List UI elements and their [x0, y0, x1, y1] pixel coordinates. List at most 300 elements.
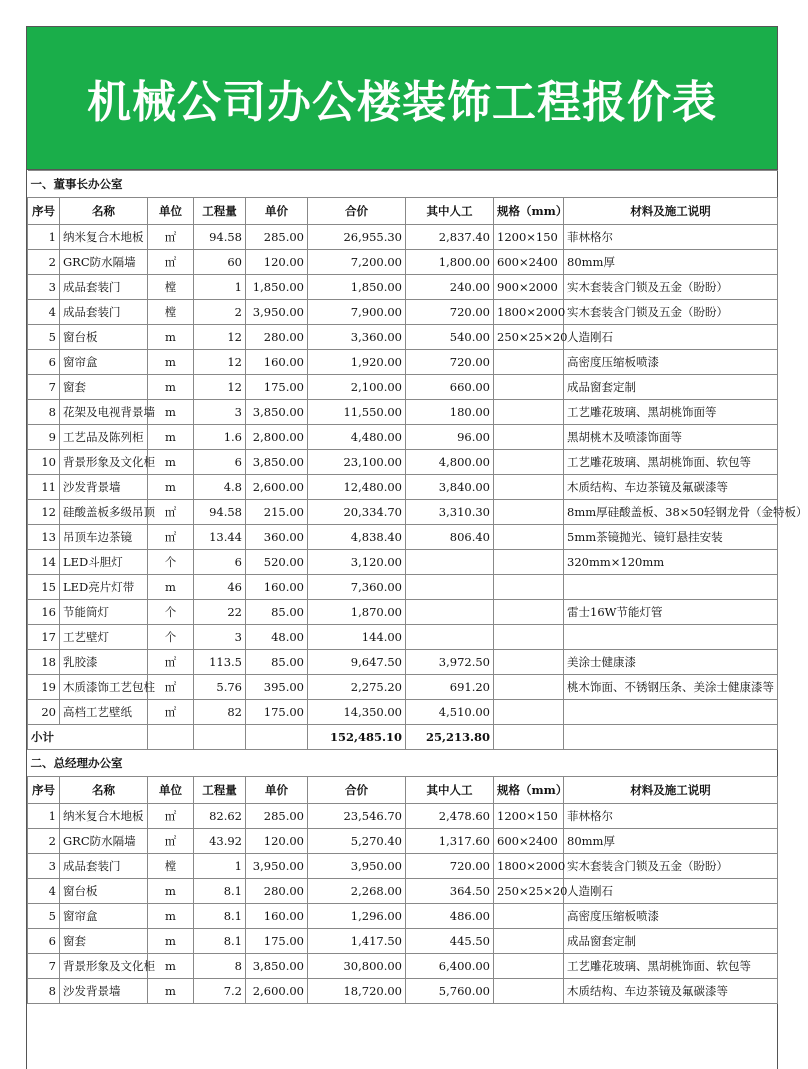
cell-spec: 600×2400 — [494, 250, 564, 275]
cell-note: 320mm×120mm — [564, 550, 778, 575]
cell-unit: ㎡ — [148, 829, 194, 854]
cell-note: 美涂士健康漆 — [564, 650, 778, 675]
table-row — [28, 979, 778, 1004]
cell-labor: 540.00 — [406, 325, 494, 350]
cell-no: 20 — [28, 700, 60, 725]
column-header: 单位 — [148, 198, 194, 225]
cell-no: 5 — [28, 904, 60, 929]
table-row — [28, 250, 778, 275]
cell-spec — [494, 600, 564, 625]
table-row — [28, 829, 778, 854]
cell-note: 8mm厚硅酸盖板、38×50轻钢龙骨（金特板） — [564, 500, 778, 525]
cell-labor — [406, 550, 494, 575]
cell-qty: 8 — [194, 954, 246, 979]
cell-unit: ㎡ — [148, 804, 194, 829]
cell-unit: m — [148, 425, 194, 450]
cell-total: 144.00 — [308, 625, 406, 650]
cell-name: GRC防水隔墙 — [60, 829, 148, 854]
table-row — [28, 325, 778, 350]
cell-price: 3,850.00 — [246, 400, 308, 425]
cell-qty: 1.6 — [194, 425, 246, 450]
cell-name: LED亮片灯带 — [60, 575, 148, 600]
page-title: 机械公司办公楼装饰工程报价表 — [87, 77, 717, 128]
cell-price: 160.00 — [246, 350, 308, 375]
cell-total: 1,870.00 — [308, 600, 406, 625]
cell-spec — [494, 525, 564, 550]
cell-name: 窗套 — [60, 929, 148, 954]
column-header: 序号 — [28, 198, 60, 225]
cell-total: 1,296.00 — [308, 904, 406, 929]
cell-labor: 4,510.00 — [406, 700, 494, 725]
cell-no: 5 — [28, 325, 60, 350]
cell-name: 窗套 — [60, 375, 148, 400]
section-heading — [28, 750, 778, 777]
table-row — [28, 500, 778, 525]
cell-labor: 3,310.30 — [406, 500, 494, 525]
cell-note: 菲林格尔 — [564, 804, 778, 829]
cell-unit: 个 — [148, 600, 194, 625]
column-header: 材料及施工说明 — [564, 777, 778, 804]
table-row — [28, 600, 778, 625]
cell-name: 成品套装门 — [60, 854, 148, 879]
column-header: 材料及施工说明 — [564, 198, 778, 225]
cell-spec — [494, 650, 564, 675]
cell-qty: 43.92 — [194, 829, 246, 854]
cell-name: 沙发背景墙 — [60, 475, 148, 500]
cell-price: 175.00 — [246, 929, 308, 954]
cell-no: 12 — [28, 500, 60, 525]
cell-price: 1,850.00 — [246, 275, 308, 300]
cell-labor: 486.00 — [406, 904, 494, 929]
column-header: 其中人工 — [406, 777, 494, 804]
section-heading — [28, 171, 778, 198]
cell-labor: 720.00 — [406, 350, 494, 375]
cell-no: 16 — [28, 600, 60, 625]
cell-note: 黑胡桃木及喷漆饰面等 — [564, 425, 778, 450]
cell-qty: 82.62 — [194, 804, 246, 829]
cell-no: 1 — [28, 804, 60, 829]
cell-price: 280.00 — [246, 879, 308, 904]
subtotal-empty — [564, 725, 778, 750]
cell-name: 工艺品及陈列柜 — [60, 425, 148, 450]
cell-qty: 4.8 — [194, 475, 246, 500]
table-row — [28, 650, 778, 675]
cell-unit: ㎡ — [148, 225, 194, 250]
cell-price: 215.00 — [246, 500, 308, 525]
cell-price: 520.00 — [246, 550, 308, 575]
cell-name: 纳米复合木地板 — [60, 225, 148, 250]
subtotal-empty — [148, 725, 194, 750]
cell-name: 工艺壁灯 — [60, 625, 148, 650]
table-row — [28, 575, 778, 600]
cell-note: 人造刚石 — [564, 325, 778, 350]
cell-no: 3 — [28, 275, 60, 300]
cell-spec — [494, 550, 564, 575]
cell-total: 2,100.00 — [308, 375, 406, 400]
cell-labor: 3,840.00 — [406, 475, 494, 500]
cell-note: 实木套装含门锁及五金（盼盼） — [564, 275, 778, 300]
cell-spec — [494, 500, 564, 525]
cell-note — [564, 625, 778, 650]
cell-total: 1,850.00 — [308, 275, 406, 300]
cell-name: LED斗胆灯 — [60, 550, 148, 575]
cell-unit: ㎡ — [148, 500, 194, 525]
cell-labor: 4,800.00 — [406, 450, 494, 475]
cell-price: 175.00 — [246, 375, 308, 400]
cell-note: 桃木饰面、不锈钢压条、美涂士健康漆等 — [564, 675, 778, 700]
cell-name: 窗帘盒 — [60, 350, 148, 375]
cell-labor: 240.00 — [406, 275, 494, 300]
subtotal-empty — [246, 725, 308, 750]
cell-labor: 96.00 — [406, 425, 494, 450]
cell-qty: 94.58 — [194, 500, 246, 525]
cell-no: 7 — [28, 375, 60, 400]
cell-name: 乳胶漆 — [60, 650, 148, 675]
table-row — [28, 904, 778, 929]
cell-spec: 1800×2000 — [494, 300, 564, 325]
column-header: 规格（mm） — [494, 777, 564, 804]
table-row — [28, 804, 778, 829]
cell-note: 成品窗套定制 — [564, 375, 778, 400]
column-header: 名称 — [60, 777, 148, 804]
cell-unit: m — [148, 350, 194, 375]
subtotal-labor: 25,213.80 — [406, 725, 494, 750]
cell-total: 20,334.70 — [308, 500, 406, 525]
cell-total: 4,838.40 — [308, 525, 406, 550]
cell-note: 成品窗套定制 — [564, 929, 778, 954]
cell-total: 11,550.00 — [308, 400, 406, 425]
cell-labor: 720.00 — [406, 300, 494, 325]
cell-total: 2,268.00 — [308, 879, 406, 904]
cell-no: 6 — [28, 350, 60, 375]
cell-qty: 2 — [194, 300, 246, 325]
cell-labor: 445.50 — [406, 929, 494, 954]
cell-note: 高密度压缩板喷漆 — [564, 904, 778, 929]
cell-no: 15 — [28, 575, 60, 600]
cell-name: GRC防水隔墙 — [60, 250, 148, 275]
table-row — [28, 275, 778, 300]
cell-no: 4 — [28, 879, 60, 904]
cell-unit: 个 — [148, 625, 194, 650]
cell-name: 花架及电视背景墙 — [60, 400, 148, 425]
column-header: 合价 — [308, 777, 406, 804]
cell-labor — [406, 625, 494, 650]
cell-total: 4,480.00 — [308, 425, 406, 450]
cell-total: 3,360.00 — [308, 325, 406, 350]
cell-labor: 5,760.00 — [406, 979, 494, 1004]
section-title: 一、董事长办公室 — [28, 171, 778, 198]
cell-unit: ㎡ — [148, 675, 194, 700]
cell-no: 6 — [28, 929, 60, 954]
cell-note — [564, 575, 778, 600]
cell-spec — [494, 675, 564, 700]
cell-note: 工艺雕花玻璃、黑胡桃饰面、软包等 — [564, 450, 778, 475]
cell-qty: 113.5 — [194, 650, 246, 675]
column-header: 名称 — [60, 198, 148, 225]
cell-qty: 12 — [194, 375, 246, 400]
cell-price: 160.00 — [246, 904, 308, 929]
cell-unit: m — [148, 929, 194, 954]
cell-price: 48.00 — [246, 625, 308, 650]
cell-note: 雷士16W节能灯管 — [564, 600, 778, 625]
cell-note: 工艺雕花玻璃、黑胡桃饰面、软包等 — [564, 954, 778, 979]
cell-spec — [494, 475, 564, 500]
column-header: 单价 — [246, 777, 308, 804]
cell-price: 3,850.00 — [246, 450, 308, 475]
cell-total: 9,647.50 — [308, 650, 406, 675]
cell-price: 2,600.00 — [246, 475, 308, 500]
cell-labor: 3,972.50 — [406, 650, 494, 675]
cell-total: 12,480.00 — [308, 475, 406, 500]
cell-total: 14,350.00 — [308, 700, 406, 725]
cell-labor: 180.00 — [406, 400, 494, 425]
cell-unit: ㎡ — [148, 700, 194, 725]
table-row — [28, 675, 778, 700]
table-row — [28, 550, 778, 575]
cell-qty: 8.1 — [194, 929, 246, 954]
cell-total: 1,920.00 — [308, 350, 406, 375]
cell-qty: 94.58 — [194, 225, 246, 250]
cell-qty: 1 — [194, 275, 246, 300]
cell-total: 26,955.30 — [308, 225, 406, 250]
cell-spec: 600×2400 — [494, 829, 564, 854]
table-row — [28, 625, 778, 650]
table-body — [28, 171, 808, 1004]
cell-spec — [494, 700, 564, 725]
cell-note: 80mm厚 — [564, 829, 778, 854]
cell-name: 吊顶车边茶镜 — [60, 525, 148, 550]
cell-unit: m — [148, 954, 194, 979]
cell-qty: 82 — [194, 700, 246, 725]
cell-note: 实木套装含门锁及五金（盼盼） — [564, 300, 778, 325]
cell-qty: 8.1 — [194, 879, 246, 904]
cell-total: 23,546.70 — [308, 804, 406, 829]
cell-spec: 900×2000 — [494, 275, 564, 300]
cell-qty: 8.1 — [194, 904, 246, 929]
cell-unit: m — [148, 400, 194, 425]
cell-unit: m — [148, 325, 194, 350]
cell-unit: m — [148, 979, 194, 1004]
table-row — [28, 475, 778, 500]
cell-total: 5,270.40 — [308, 829, 406, 854]
cell-spec: 250×25×20 — [494, 879, 564, 904]
cell-qty: 6 — [194, 450, 246, 475]
cell-qty: 12 — [194, 350, 246, 375]
cell-unit: ㎡ — [148, 250, 194, 275]
cell-name: 成品套装门 — [60, 275, 148, 300]
cell-note: 80mm厚 — [564, 250, 778, 275]
cell-qty: 22 — [194, 600, 246, 625]
cell-qty: 60 — [194, 250, 246, 275]
cell-no: 1 — [28, 225, 60, 250]
cell-no: 11 — [28, 475, 60, 500]
cell-note: 5mm茶镜抛光、镜钉悬挂安装 — [564, 525, 778, 550]
table-row — [28, 375, 778, 400]
cell-unit: ㎡ — [148, 525, 194, 550]
section-title: 二、总经理办公室 — [28, 750, 778, 777]
cell-qty: 1 — [194, 854, 246, 879]
cell-note — [564, 700, 778, 725]
table-row — [28, 525, 778, 550]
cell-spec: 250×25×20 — [494, 325, 564, 350]
column-header-row — [28, 777, 778, 804]
cell-total: 7,360.00 — [308, 575, 406, 600]
cell-total: 1,417.50 — [308, 929, 406, 954]
cell-price: 3,950.00 — [246, 300, 308, 325]
title-banner — [27, 27, 777, 170]
cell-labor: 660.00 — [406, 375, 494, 400]
cell-labor: 6,400.00 — [406, 954, 494, 979]
cell-qty: 6 — [194, 550, 246, 575]
subtotal-label: 小计 — [28, 725, 148, 750]
cell-price: 160.00 — [246, 575, 308, 600]
cell-no: 8 — [28, 400, 60, 425]
cell-price: 3,850.00 — [246, 954, 308, 979]
cell-name: 背景形象及文化柜 — [60, 450, 148, 475]
cell-unit: 个 — [148, 550, 194, 575]
table-row — [28, 350, 778, 375]
table-row — [28, 450, 778, 475]
cell-unit: m — [148, 879, 194, 904]
cell-name: 窗台板 — [60, 879, 148, 904]
cell-spec: 1800×2000 — [494, 854, 564, 879]
cell-labor: 364.50 — [406, 879, 494, 904]
quotation-table — [27, 170, 808, 1004]
table-row — [28, 854, 778, 879]
cell-labor — [406, 600, 494, 625]
table-row — [28, 954, 778, 979]
cell-price: 360.00 — [246, 525, 308, 550]
subtotal-row — [28, 725, 778, 750]
cell-labor: 1,317.60 — [406, 829, 494, 854]
cell-no: 13 — [28, 525, 60, 550]
cell-qty: 7.2 — [194, 979, 246, 1004]
cell-price: 120.00 — [246, 250, 308, 275]
column-header: 合价 — [308, 198, 406, 225]
column-header: 工程量 — [194, 198, 246, 225]
cell-qty: 3 — [194, 400, 246, 425]
cell-note: 实木套装含门锁及五金（盼盼） — [564, 854, 778, 879]
cell-no: 8 — [28, 979, 60, 1004]
cell-total: 30,800.00 — [308, 954, 406, 979]
cell-price: 285.00 — [246, 225, 308, 250]
cell-spec — [494, 375, 564, 400]
subtotal-empty — [194, 725, 246, 750]
cell-unit: m — [148, 450, 194, 475]
cell-total: 18,720.00 — [308, 979, 406, 1004]
cell-unit: m — [148, 904, 194, 929]
cell-price: 175.00 — [246, 700, 308, 725]
cell-price: 85.00 — [246, 650, 308, 675]
cell-total: 3,120.00 — [308, 550, 406, 575]
cell-spec — [494, 904, 564, 929]
cell-unit: ㎡ — [148, 650, 194, 675]
cell-price: 280.00 — [246, 325, 308, 350]
cell-name: 窗帘盒 — [60, 904, 148, 929]
cell-no: 3 — [28, 854, 60, 879]
cell-name: 成品套装门 — [60, 300, 148, 325]
table-row — [28, 225, 778, 250]
cell-unit: m — [148, 375, 194, 400]
cell-price: 285.00 — [246, 804, 308, 829]
cell-total: 7,200.00 — [308, 250, 406, 275]
cell-name: 高档工艺壁纸 — [60, 700, 148, 725]
cell-name: 节能筒灯 — [60, 600, 148, 625]
quotation-sheet — [26, 26, 808, 1069]
table-row — [28, 400, 778, 425]
cell-qty: 12 — [194, 325, 246, 350]
cell-note: 人造刚石 — [564, 879, 778, 904]
subtotal-total: 152,485.10 — [308, 725, 406, 750]
column-header: 序号 — [28, 777, 60, 804]
cell-no: 2 — [28, 250, 60, 275]
cell-labor: 2,837.40 — [406, 225, 494, 250]
cell-note: 高密度压缩板喷漆 — [564, 350, 778, 375]
cell-spec — [494, 929, 564, 954]
cell-labor — [406, 575, 494, 600]
cell-note: 工艺雕花玻璃、黑胡桃饰面等 — [564, 400, 778, 425]
cell-name: 硅酸盖板多级吊顶 — [60, 500, 148, 525]
cell-qty: 5.76 — [194, 675, 246, 700]
table-row — [28, 300, 778, 325]
cell-no: 18 — [28, 650, 60, 675]
cell-spec — [494, 400, 564, 425]
cell-unit: m — [148, 575, 194, 600]
cell-qty: 46 — [194, 575, 246, 600]
cell-note: 菲林格尔 — [564, 225, 778, 250]
column-header: 其中人工 — [406, 198, 494, 225]
column-header: 工程量 — [194, 777, 246, 804]
cell-unit: 樘 — [148, 854, 194, 879]
cell-spec — [494, 425, 564, 450]
cell-no: 17 — [28, 625, 60, 650]
cell-labor: 806.40 — [406, 525, 494, 550]
cell-labor: 2,478.60 — [406, 804, 494, 829]
cell-qty: 3 — [194, 625, 246, 650]
column-header: 单位 — [148, 777, 194, 804]
cell-no: 2 — [28, 829, 60, 854]
cell-price: 120.00 — [246, 829, 308, 854]
table-row — [28, 700, 778, 725]
cell-spec — [494, 450, 564, 475]
cell-price: 85.00 — [246, 600, 308, 625]
cell-no: 19 — [28, 675, 60, 700]
cell-labor: 691.20 — [406, 675, 494, 700]
cell-no: 10 — [28, 450, 60, 475]
cell-spec — [494, 954, 564, 979]
cell-no: 7 — [28, 954, 60, 979]
cell-name: 背景形象及文化柜 — [60, 954, 148, 979]
table-row — [28, 929, 778, 954]
cell-total: 7,900.00 — [308, 300, 406, 325]
cell-spec — [494, 575, 564, 600]
cell-name: 纳米复合木地板 — [60, 804, 148, 829]
table-row — [28, 425, 778, 450]
cell-name: 沙发背景墙 — [60, 979, 148, 1004]
column-header-row — [28, 198, 778, 225]
cell-note: 木质结构、车边茶镜及氟碳漆等 — [564, 979, 778, 1004]
cell-total: 23,100.00 — [308, 450, 406, 475]
cell-qty: 13.44 — [194, 525, 246, 550]
column-header: 规格（mm） — [494, 198, 564, 225]
cell-price: 2,800.00 — [246, 425, 308, 450]
cell-no: 9 — [28, 425, 60, 450]
cell-spec: 1200×150 — [494, 804, 564, 829]
cell-unit: 樘 — [148, 275, 194, 300]
cell-total: 3,950.00 — [308, 854, 406, 879]
cell-no: 4 — [28, 300, 60, 325]
table-row — [28, 879, 778, 904]
